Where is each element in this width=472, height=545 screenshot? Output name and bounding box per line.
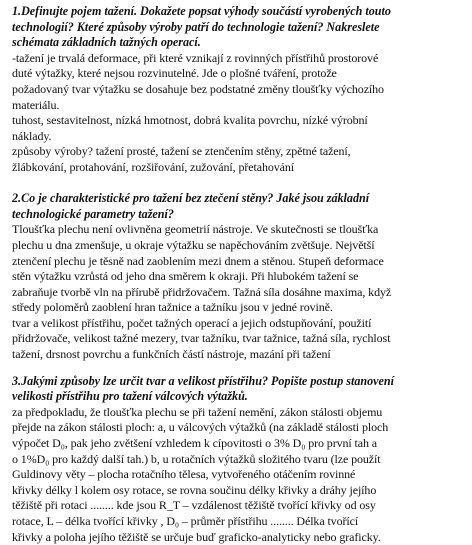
- answer-1-line-2: duté výtažky, které nejsou rozvinutelné. Jde o plošné tváření, protože: [12, 66, 337, 81]
- answer-3-line-4: o 1%D₀ pro každý další tah.) b, u rotačních výtažků složitého tvaru (lze použít: [12, 451, 381, 466]
- answer-1-line-5: tuhost, sestavitelnost, nízká hmotnost, dobrá kvalita povrchu, nízké výrobní: [12, 113, 368, 128]
- answer-3-line-7: těžiště při rotaci ........ kde jsou R_T – vzdálenost těžiště tvořící křivky od osy: [12, 498, 376, 513]
- answer-2-line-7: tvar a velikost přístřihu, počet tažných operací a jejich odstupňování, použití: [12, 315, 372, 330]
- answer-2-line-1: Tloušťka plechu není ovlivněna geometrií nástroje. Ve skutečnosti se tloušťka: [12, 222, 379, 237]
- answer-2-line-8: přidržovače, velikost tažné mezery, tvar tažníku, tvar tažnice, tažná síla, rychlost: [12, 331, 391, 346]
- section-spacer: [12, 176, 462, 192]
- answer-1-line-7: způsoby výroby? tažení prosté, tažení se ztenčením stěny, zpětné tažení,: [12, 144, 351, 159]
- question-2-line-2: technologické parametry tažení?: [12, 206, 174, 221]
- answer-2-line-6: středy poloměrů zaoblení hran tažnice a tažníku jsou v jedné rovině.: [12, 300, 333, 315]
- answer-3-line-9: křivky a poloha jejího těžiště se určuje buď graficko-analyticky nebo graficky.: [12, 529, 381, 544]
- answer-2-line-9: tažení, drsnost povrchu a funkčních částí nástroje, mazání při tažení: [12, 347, 331, 362]
- question-1-line-1: 1.Definujte pojem tažení. Dokažete popsat výhody součástí vyrobených touto: [12, 4, 391, 18]
- answer-1-line-4: materiálu.: [12, 97, 60, 112]
- answer-1-line-6: náklady.: [12, 128, 52, 143]
- question-3-line-1: 3.Jakými způsoby lze určit tvar a velikost přístřihu? Popište postup stanovení: [12, 373, 394, 388]
- answer-1-line-8: žlábkování, protahování, rozšiřování, zužování, přetahování: [12, 159, 295, 174]
- section-3: [12, 374, 462, 545]
- question-1-line-2: technologií? Které způsoby výroby patří do technologie tažení? Nakreslete: [12, 19, 380, 34]
- answer-3-line-8: rotace, L – délka tvořící křivky , D₀ – průměr přístřihu ........ Délka tvořící: [12, 514, 359, 528]
- section-1: [12, 4, 462, 176]
- answer-3-line-3: výpočet D₀, pak jeho zvětšení vzhledem k cípovitosti o 3% D₀ pro první tah a: [12, 436, 378, 451]
- answer-2-line-5: zabraňuje tvorbě vln na přírubě přidržovačem. Tažná síla dosáhne maxima, když: [12, 284, 392, 299]
- question-2-line-1: 2.Co je charakteristické pro tažení bez ztečení stěny? Jaké jsou základní: [12, 191, 370, 206]
- answer-1-line-3: požadovaný tvar výtažku se dosahuje bez podstatné změny tloušťky výchozího: [12, 81, 384, 96]
- answer-3-line-1: za předpokladu, že tloušťka plechu se při tažení nemění, zákon stálosti objemu: [12, 404, 383, 419]
- answer-2-line-3: ztenčení plechu je těsně nad zaoblením mezi dnem a stěnou. Stupeň deformace: [12, 253, 384, 268]
- answer-2-line-4: stěn výtažku vzrůstá od jeho dna směrem k okraji. Při hlubokém tažení se: [12, 269, 359, 284]
- answer-2-line-2: plechu u dna zmenšuje, u okraje výtažku se napěchováním zvětšuje. Největší: [12, 237, 375, 252]
- section-spacer: [12, 363, 462, 374]
- question-3-line-2: velikosti přístřihu pro tažení válcových výtažků.: [12, 389, 248, 404]
- section-2: [12, 191, 462, 363]
- question-1-line-3: schémata základních tažných operací.: [12, 35, 201, 50]
- answer-3-line-2: přejde na zákon stálosti ploch: a, u válcových výtažků (na základě stálosti ploch: [12, 420, 389, 435]
- answer-1-line-1: -tažení je trvalá deformace, při které vznikají z rovinných přístřihů prostorové: [12, 50, 379, 65]
- answer-3-line-5: Guldinovy věty – plocha rotačního tělesa, vytvořeného otáčením rovinné: [12, 467, 356, 482]
- answer-3-line-6: křivky délky l kolem osy rotace, se rovna součinu délky křivky a dráhy jejího: [12, 482, 377, 497]
